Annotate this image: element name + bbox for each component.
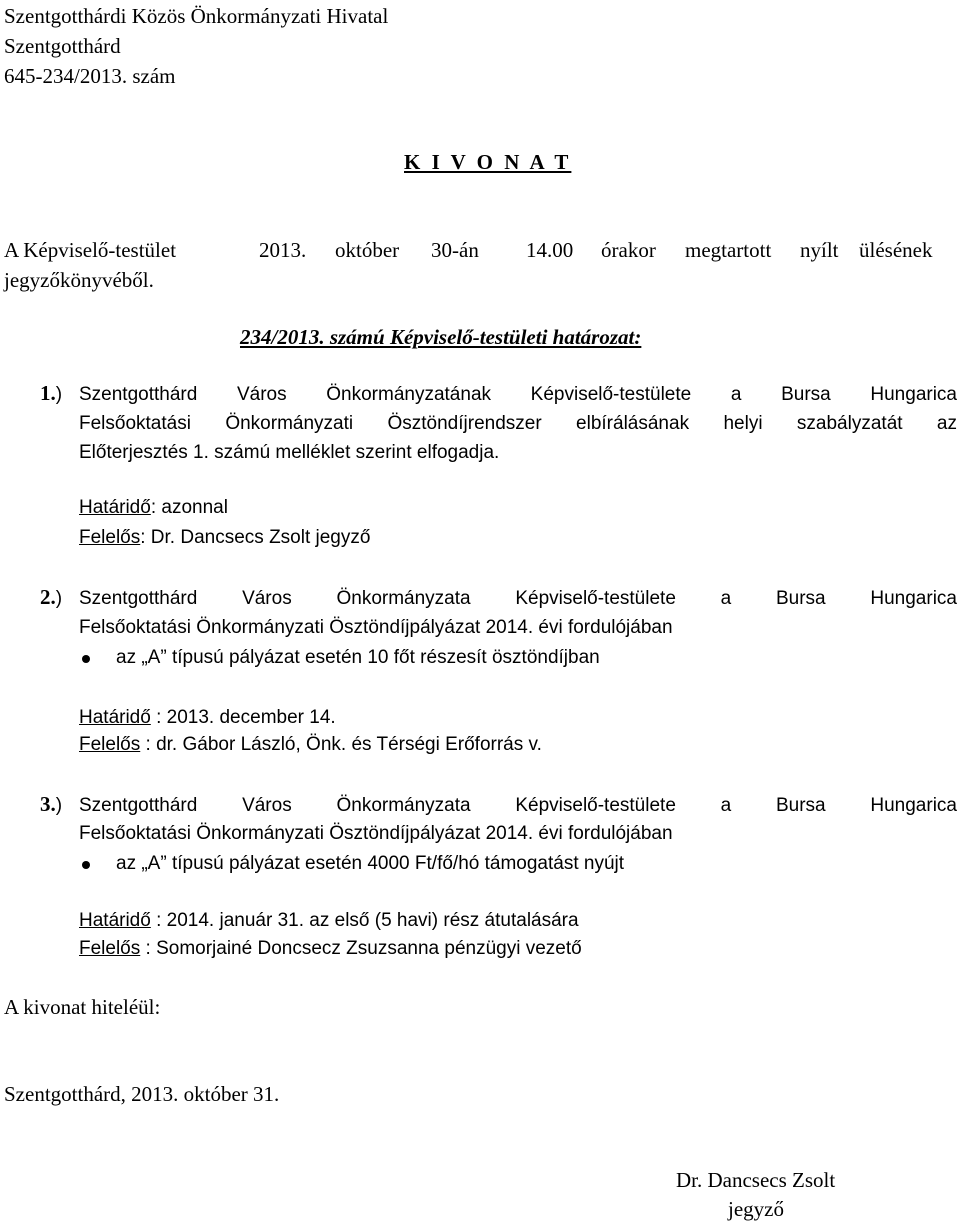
responsible-value: : dr. Gábor László, Önk. és Térségi Erőforrás v.	[140, 734, 542, 755]
deadline-value: : azonnal	[150, 497, 228, 518]
bullet-text: az „A” típusú pályázat esetén 10 főt részesít ösztöndíjban	[116, 647, 600, 668]
intro-word: ülésének	[859, 238, 933, 262]
item-line: Felsőoktatási Önkormányzati Ösztöndíjrendszer elbírálásának helyi szabályzatát az	[79, 413, 957, 434]
city-name: Szentgotthárd	[4, 34, 121, 58]
certification-label: A kivonat hiteléül:	[4, 995, 161, 1019]
intro-word: nyílt	[800, 238, 839, 262]
responsible-row	[79, 526, 370, 550]
item-line: Szentgotthárd Város Önkormányzata Képviselő-testülete a Bursa Hungarica	[79, 588, 957, 609]
responsible-row	[79, 937, 582, 961]
deadline-row	[79, 496, 228, 520]
item-number	[40, 585, 62, 611]
place-date: Szentgotthárd, 2013. október 31.	[4, 1082, 280, 1106]
resolution-title: 234/2013. számú Képviselő-testületi határozat:	[240, 325, 642, 349]
responsible-row	[79, 733, 542, 757]
item-number-text: 3.	[40, 792, 56, 816]
item-number-text: 2.	[40, 585, 56, 609]
intro-line-2: jegyzőkönyvéből.	[4, 268, 154, 292]
responsible-value: : Dr. Dancsecs Zsolt jegyző	[140, 527, 371, 548]
office-name: Szentgotthárdi Közös Önkormányzati Hivatal	[4, 4, 389, 28]
item-number-text: 1.	[40, 381, 56, 405]
bullet-text: az „A” típusú pályázat esetén 4000 Ft/fő/hó támogatást nyújt	[116, 853, 625, 874]
item-number	[40, 381, 62, 407]
item-line: Előterjesztés 1. számú melléklet szerint elfogadja.	[79, 442, 500, 463]
responsible-value: : Somorjainé Doncsecz Zsuzsanna pénzügyi vezető	[140, 938, 582, 959]
deadline-label: Határidő	[79, 707, 151, 728]
intro-word: A Képviselő-testület	[4, 238, 177, 262]
responsible-label: Felelős	[79, 734, 141, 755]
item-paren: )	[55, 795, 63, 816]
intro-word: 30-án	[431, 238, 479, 262]
signature-name: Dr. Dancsecs Zsolt	[676, 1168, 836, 1192]
item-number	[40, 792, 62, 818]
item-line: Szentgotthárd Város Önkormányzatának Képviselő-testülete a Bursa Hungarica	[79, 384, 957, 405]
deadline-value: : 2013. december 14.	[150, 707, 336, 728]
bullet-icon	[82, 861, 90, 869]
responsible-label: Felelős	[79, 938, 141, 959]
signature-title: jegyző	[728, 1197, 784, 1221]
responsible-label: Felelős	[79, 527, 141, 548]
intro-word: órakor	[601, 238, 656, 262]
file-number: 645-234/2013. szám	[4, 64, 176, 88]
intro-word: 14.00	[526, 238, 574, 262]
intro-word: megtartott	[685, 238, 772, 262]
deadline-row	[79, 706, 336, 730]
deadline-label: Határidő	[79, 910, 151, 931]
item-line: Szentgotthárd Város Önkormányzata Képviselő-testülete a Bursa Hungarica	[79, 795, 957, 816]
item-line: Felsőoktatási Önkormányzati Ösztöndíjpályázat 2014. évi fordulójában	[79, 823, 673, 844]
item-paren: )	[55, 384, 63, 405]
intro-word: október	[335, 238, 400, 262]
document-title: K I V O N A T	[404, 150, 572, 174]
deadline-label: Határidő	[79, 497, 151, 518]
intro-word: 2013.	[259, 238, 307, 262]
bullet-icon	[82, 655, 90, 663]
deadline-value: : 2014. január 31. az első (5 havi) rész átutalására	[150, 910, 579, 931]
item-line: Felsőoktatási Önkormányzati Ösztöndíjpályázat 2014. évi fordulójában	[79, 617, 673, 638]
item-paren: )	[55, 588, 63, 609]
deadline-row	[79, 909, 579, 933]
